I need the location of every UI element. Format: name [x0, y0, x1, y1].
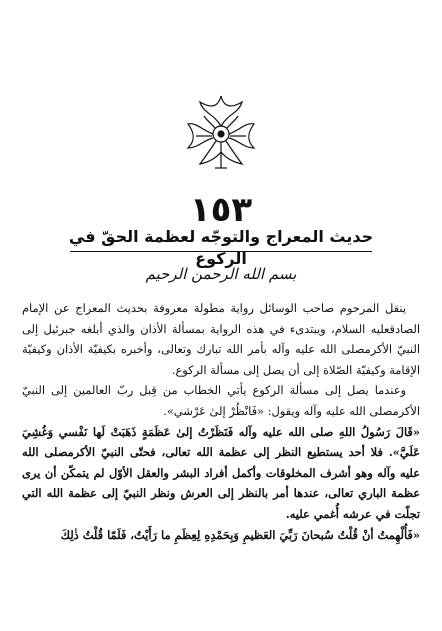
paragraph-4: «فَأُلْهِمتُ أنْ قُلْتُ سُبحانَ رَبِّيَ العَظيمِ وَبِحَمْدِهِ لِعِظَمِ ما رَأَيْتُ، فَلَمّا قُلْتُ ذٰلِكَ — [60, 527, 420, 542]
chapter-title: حديث المعراج والتوجّه لعظمة الحقّ في الركوع — [68, 227, 374, 268]
floral-ornament-icon — [182, 92, 260, 170]
body-text — [22, 298, 420, 545]
paragraph-2: وعندما يصل إلى مسألة الركوع يأتي الخطاب من قِبل ربّ العالمين إلى النبيّ الأكرمصلى الله عليه وآله ويقول: «فَانْظُرْ إلىٰ عَرْشي». — [22, 383, 420, 418]
paragraph-3: «قَالَ رَسُولُ اللهِ صلى الله عليه وآله فَنَظَرْتُ إلىٰ عَظَمَةٍ ذَهَبَتْ لَها نَفْسي وَغُشِيَ عَلَيَّ». فلا أحد يستطيع النظر إلى عظمة الله تعالى، فحتّى النبيّ الأكرمصلى الله عليه وآله وهو أشرف المخلوقات وأكمل أفراد البشر والعقل الأوّل لم يتمكّن أن يرى عظمة الباري تعالى، عندها أمر بالنظر إلى العرش ونظر النبيّ إلى عظمة الله التي تجلّت في عرشه أُغمي عليه. — [22, 424, 420, 521]
basmala-calligraphy: بسم الله الرحمن الرحيم — [145, 265, 297, 283]
paragraph-1: ينقل المرحوم صاحب الوسائل رواية مطولة معروفة بحديث المعراج عن الإمام الصادقعليه السلام، ويبتدىء في هذه الرواية بمسألة الأذان والذي أبلغه جبرئيل إلى النبيّ الأكرمصلى الله عليه وآله بأمر الله تبارك وتعالى، وأخبره بكيفيّة الأذان وكيفيّة الإقامة وكيفيّة الصّلاة إلى أن يصل إلى مسألة الركوع. — [22, 301, 420, 377]
chapter-number: ١٥٣ — [189, 190, 253, 230]
title-divider — [70, 251, 372, 252]
